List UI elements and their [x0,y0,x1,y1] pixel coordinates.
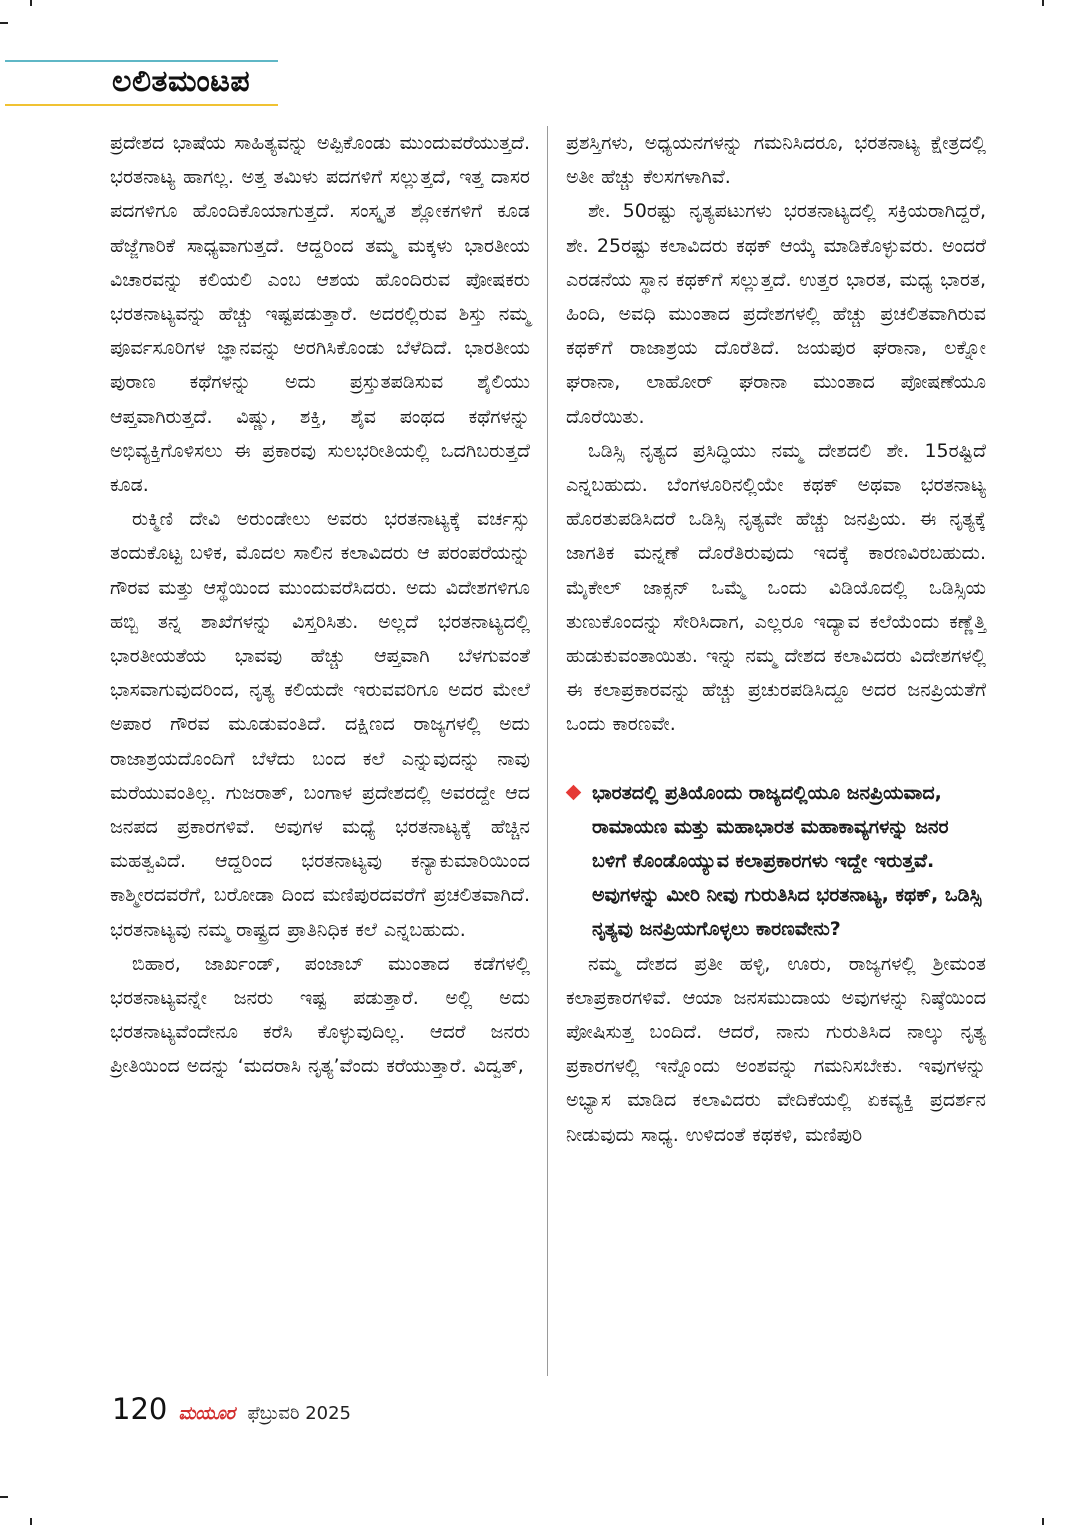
article-column-left [110,126,530,1084]
interview-question: ಭಾರತದಲ್ಲಿ ಪ್ರತಿಯೊಂದು ರಾಜ್ಯದಲ್ಲಿಯೂ ಜನಪ್ರಿಯವಾದ, ರಾಮಾಯಣ ಮತ್ತು ಮಹಾಭಾರತ ಮಹಾಕಾವ್ಯಗಳನ್ನು ಜನರ ಬಳಿಗೆ ಕೊಂಡೊಯ್ಯುವ ಕಲಾಪ್ರಕಾರಗಳು ಇದ್ದೇ ಇರುತ್ತವೆ. ಅವುಗಳನ್ನು ಮೀರಿ ನೀವು ಗುರುತಿಸಿದ ಭರತನಾಟ್ಯ, ಕಥಕ್, ಒಡಿಸ್ಸಿ ನೃತ್ಯವು ಜನಪ್ರಿಯಗೊಳ್ಳಲು ಕಾರಣವೇನು? [592,781,982,941]
paragraph: ಒಡಿಸ್ಸಿ ನೃತ್ಯದ ಪ್ರಸಿದ್ಧಿಯು ನಮ್ಮ ದೇಶದಲಿ ಶೇ. 15ರಷ್ಟಿದೆ ಎನ್ನಬಹುದು. ಬೆಂಗಳೂರಿನಲ್ಲಿಯೇ ಕಥಕ್ ಅಥವಾ ಭರತನಾಟ್ಯ ಹೊರತುಪಡಿಸಿದರೆ ಒಡಿಸ್ಸಿ ನೃತ್ಯವೇ ಹೆಚ್ಚು ಜನಪ್ರಿಯ. ಈ ನೃತ್ಯಕ್ಕೆ ಜಾಗತಿಕ ಮನ್ನಣೆ ದೊರೆತಿರುವುದು ಇದಕ್ಕೆ ಕಾರಣವಿರಬಹುದು. ಮೈಕೇಲ್ ಜಾಕ್ಸನ್ ಒಮ್ಮೆ ಒಂದು ವಿಡಿಯೊದಲ್ಲಿ ಒಡಿಸ್ಸಿಯ ತುಣುಕೊಂದನ್ನು ಸೇರಿಸಿದಾಗ, ಎಲ್ಲರೂ ಇದ್ಯಾವ ಕಲೆಯೆಂದು ಕಣ್ಣೆತ್ತಿ ಹುಡುಕುವಂತಾಯಿತು. ಇನ್ನು ನಮ್ಮ ದೇಶದ ಕಲಾವಿದರು ವಿದೇಶಗಳಲ್ಲಿ ಈ ಕಲಾಪ್ರಕಾರವನ್ನು ಹೆಚ್ಚು ಪ್ರಚುರಪಡಿಸಿದ್ದೂ ಅದರ ಜನಪ್ರಿಯತೆಗೆ ಒಂದು ಕಾರಣವೇ. [566,439,986,736]
crop-mark-bottom-right [1042,1518,1044,1525]
section-header-rule-bottom [5,104,278,106]
paragraph: ರುಕ್ಮಿಣಿ ದೇವಿ ಅರುಂಡೇಲು ಅವರು ಭರತನಾಟ್ಯಕ್ಕೆ ವರ್ಚಸ್ಸು ತಂದುಕೊಟ್ಟ ಬಳಿಕ, ಮೊದಲ ಸಾಲಿನ ಕಲಾವಿದರು ಆ ಪರಂಪರೆಯನ್ನು ಗೌರವ ಮತ್ತು ಆಸ್ಥೆಯಿಂದ ಮುಂದುವರೆಸಿದರು. ಅದು ವಿದೇಶಗಳಿಗೂ ಹಬ್ಬಿ ತನ್ನ ಶಾಖೆಗಳನ್ನು ವಿಸ್ತರಿಸಿತು. ಅಲ್ಲದೆ ಭರತನಾಟ್ಯದಲ್ಲಿ ಭಾರತೀಯತೆಯ ಭಾವವು ಹೆಚ್ಚು ಆಪ್ತವಾಗಿ ಬೆಳಗುವಂತೆ ಭಾಸವಾಗುವುದರಿಂದ, ನೃತ್ಯ ಕಲಿಯದೇ ಇರುವವರಿಗೂ ಅದರ ಮೇಲೆ ಅಪಾರ ಗೌರವ ಮೂಡುವಂತಿದೆ. ದಕ್ಷಿಣದ ರಾಜ್ಯಗಳಲ್ಲಿ ಅದು ರಾಜಾಶ್ರಯದೊಂದಿಗೆ ಬೆಳೆದು ಬಂದ ಕಲೆ ಎನ್ನುವುದನ್ನು ನಾವು ಮರೆಯುವಂತಿಲ್ಲ. ಗುಜರಾತ್, ಬಂಗಾಳ ಪ್ರದೇಶದಲ್ಲಿ ಅವರದ್ದೇ ಆದ ಜನಪದ ಪ್ರಕಾರಗಳಿವೆ. ಅವುಗಳ ಮಧ್ಯೆ ಭರತನಾಟ್ಯಕ್ಕೆ ಹೆಚ್ಚಿನ ಮಹತ್ವವಿದೆ. ಆದ್ದರಿಂದ ಭರತನಾಟ್ಯವು ಕನ್ಯಾಕುಮಾರಿಯಿಂದ ಕಾಶ್ಮೀರದವರೆಗೆ, ಬರೋಡಾ ದಿಂದ ಮಣಿಪುರದವರೆಗೆ ಪ್ರಚಲಿತವಾಗಿದೆ. ಭರತನಾಟ್ಯವು ನಮ್ಮ ರಾಷ್ಟ್ರದ ಪ್ರಾತಿನಿಧಿಕ ಕಲೆ ಎನ್ನಬಹುದು. [110,508,530,941]
column-divider [547,126,548,1376]
crop-mark-top-left [0,22,8,24]
magazine-logo: ಮಯೂರ [178,1403,235,1424]
paragraph: ಬಿಹಾರ, ಜಾರ್ಖಂಡ್, ಪಂಜಾಬ್ ಮುಂತಾದ ಕಡೆಗಳಲ್ಲಿ ಭರತನಾಟ್ಯವನ್ನೇ ಜನರು ಇಷ್ಟ ಪಡುತ್ತಾರೆ. ಅಲ್ಲಿ ಅದು ಭರತನಾಟ್ಯವೆಂದೇನೂ ಕರೆಸಿ ಕೊಳ್ಳುವುದಿಲ್ಲ. ಆದರೆ ಜನರು ಪ್ರೀತಿಯಿಂದ ಅದನ್ನು ‘ಮದರಾಸಿ ನೃತ್ಯ’ವೆಂದು ಕರೆಯುತ್ತಾರೆ. ವಿದ್ವತ್, [110,952,530,1078]
interview-question-block [566,776,986,947]
interview-answer: ನಮ್ಮ ದೇಶದ ಪ್ರತೀ ಹಳ್ಳಿ, ಊರು, ರಾಜ್ಯಗಳಲ್ಲಿ ಶ್ರೀಮಂತ ಕಲಾಪ್ರಕಾರಗಳಿವೆ. ಆಯಾ ಜನಸಮುದಾಯ ಅವುಗಳನ್ನು ನಿಷ್ಠೆಯಿಂದ ಪೋಷಿಸುತ್ತ ಬಂದಿದೆ. ಆದರೆ, ನಾನು ಗುರುತಿಸಿದ ನಾಲ್ಕು ನೃತ್ಯ ಪ್ರಕಾರಗಳಲ್ಲಿ ಇನ್ನೊಂದು ಅಂಶವನ್ನು ಗಮನಿಸಬೇಕು. ಇವುಗಳನ್ನು ಅಭ್ಯಾಸ ಮಾಡಿದ ಕಲಾವಿದರು ವೇದಿಕೆಯಲ್ಲಿ ಏಕವ್ಯಕ್ತಿ ಪ್ರದರ್ಶನ ನೀಡುವುದು ಸಾಧ್ಯ. ಉಳಿದಂತೆ ಕಥಕಳಿ, ಮಣಿಪುರಿ [566,952,986,1146]
diamond-bullet-icon [566,784,582,800]
paragraph: ಪ್ರಶಸ್ತಿಗಳು, ಅಧ್ಯಯನಗಳನ್ನು ಗಮನಿಸಿದರೂ, ಭರತನಾಟ್ಯ ಕ್ಷೇತ್ರದಲ್ಲಿ ಅತೀ ಹೆಚ್ಚು ಕೆಲಸಗಳಾಗಿವೆ. [566,132,986,189]
issue-date: ಫೆಬ್ರುವರಿ 2025 [247,1403,352,1424]
crop-mark-bottom-left [0,1496,8,1498]
page-number: 120 [112,1392,168,1426]
article-column-right [566,126,986,1152]
paragraph: ಪ್ರದೇಶದ ಭಾಷೆಯ ಸಾಹಿತ್ಯವನ್ನು ಅಪ್ಪಿಕೊಂಡು ಮುಂದುವರೆಯುತ್ತದೆ. ಭರತನಾಟ್ಯ ಹಾಗಲ್ಲ. ಅತ್ತ ತಮಿಳು ಪದಗಳಿಗೆ ಸಲ್ಲುತ್ತದೆ, ಇತ್ತ ದಾಸರ ಪದಗಳಿಗೂ ಹೊಂದಿಕೊಯಾಗುತ್ತದೆ. ಸಂಸ್ಕೃತ ಶ್ಲೋಕಗಳಿಗೆ ಕೂಡ ಹೆಜ್ಜೆಗಾರಿಕೆ ಸಾಧ್ಯವಾಗುತ್ತದೆ. ಆದ್ದರಿಂದ ತಮ್ಮ ಮಕ್ಕಳು ಭಾರತೀಯ ವಿಚಾರವನ್ನು ಕಲಿಯಲಿ ಎಂಬ ಆಶಯ ಹೊಂದಿರುವ ಪೋಷಕರು ಭರತನಾಟ್ಯವನ್ನು ಹೆಚ್ಚು ಇಷ್ಟಪಡುತ್ತಾರೆ. ಅದರಲ್ಲಿರುವ ಶಿಸ್ತು ನಮ್ಮ ಪೂರ್ವಸೂರಿಗಳ ಜ್ಞಾನವನ್ನು ಅರಗಿಸಿಕೊಂಡು ಬೆಳೆದಿದೆ. ಭಾರತೀಯ ಪುರಾಣ ಕಥೆಗಳನ್ನು ಅದು ಪ್ರಸ್ತುತಪಡಿಸುವ ಶೈಲಿಯು ಆಪ್ತವಾಗಿರುತ್ತದೆ. ವಿಷ್ಣು, ಶಕ್ತಿ, ಶೈವ ಪಂಥದ ಕಥೆಗಳನ್ನು ಅಭಿವ್ಯಕ್ತಿಗೊಳಿಸಲು ಈ ಪ್ರಕಾರವು ಸುಲಭರೀತಿಯಲ್ಲಿ ಒದಗಿಬರುತ್ತದೆ ಕೂಡ. [110,132,530,497]
crop-mark-top-mid [30,0,32,6]
page-footer [112,1392,351,1432]
crop-mark-bottom-mid [30,1518,32,1525]
section-title: ಲಲಿತಮಂಟಪ [112,64,251,99]
paragraph: ಶೇ. 50ರಷ್ಟು ನೃತ್ಯಪಟುಗಳು ಭರತನಾಟ್ಯದಲ್ಲಿ ಸಕ್ರಿಯರಾಗಿದ್ದರೆ, ಶೇ. 25ರಷ್ಟು ಕಲಾವಿದರು ಕಥಕ್ ಆಯ್ಕೆ ಮಾಡಿಕೊಳ್ಳುವರು. ಅಂದರೆ ಎರಡನೆಯ ಸ್ಥಾನ ಕಥಕ್‌ಗೆ ಸಲ್ಲುತ್ತದೆ. ಉತ್ತರ ಭಾರತ, ಮಧ್ಯ ಭಾರತ, ಹಿಂದಿ, ಅವಧಿ ಮುಂತಾದ ಪ್ರದೇಶಗಳಲ್ಲಿ ಹೆಚ್ಚು ಪ್ರಚಲಿತವಾಗಿರುವ ಕಥಕ್‌ಗೆ ರಾಜಾಶ್ರಯ ದೊರೆತಿದೆ. ಜಯಪುರ ಘರಾನಾ, ಲಕ್ನೋ ಘರಾನಾ, ಲಾಹೋರ್ ಘರಾನಾ ಮುಂತಾದ ಪೋಷಣೆಯೂ ದೊರೆಯಿತು. [566,200,986,428]
section-header-rule-top [5,60,278,62]
crop-mark-top-right [1042,0,1044,6]
